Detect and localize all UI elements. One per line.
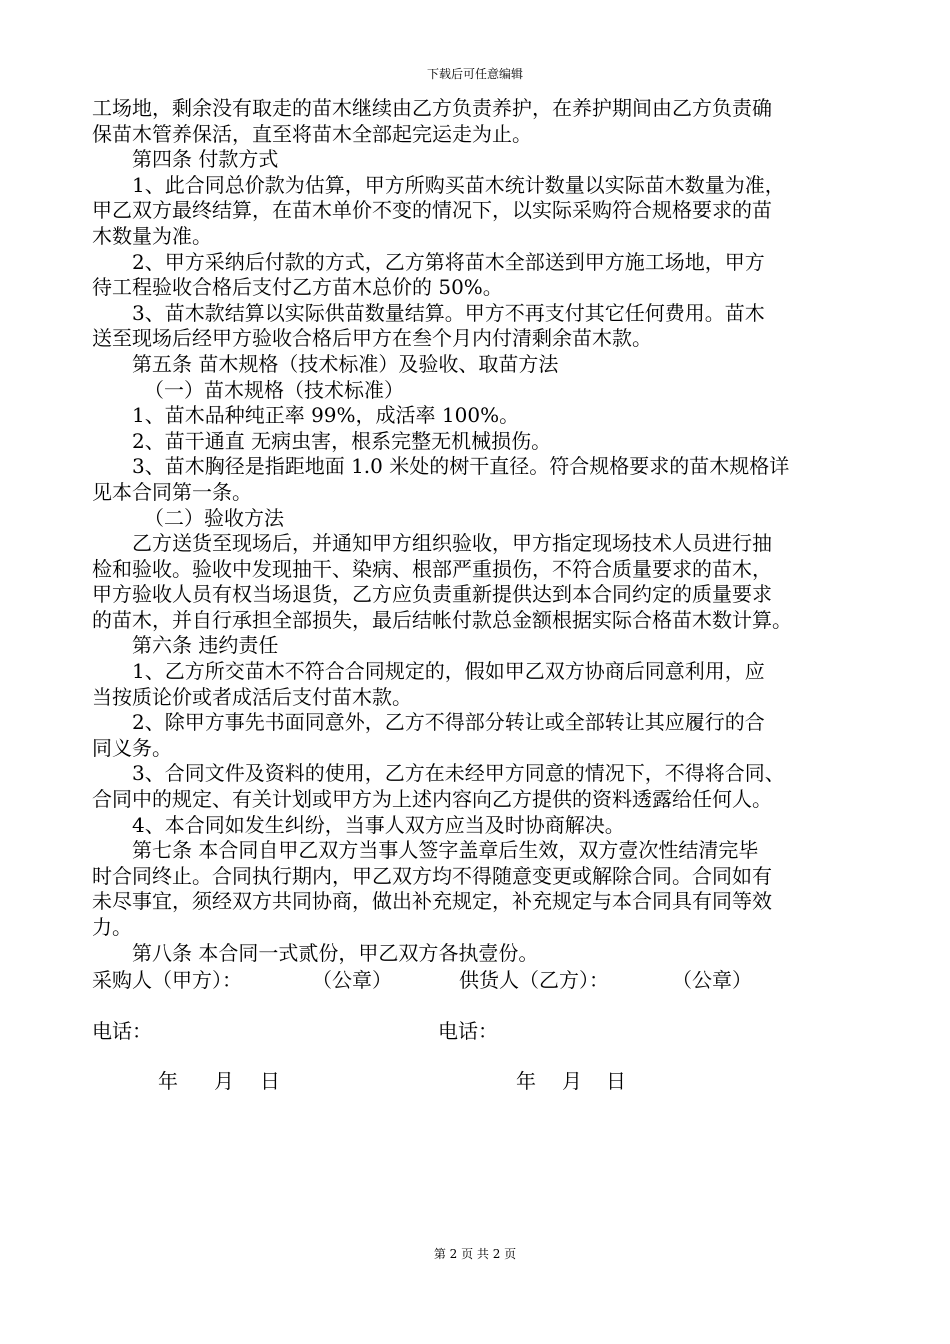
text-line: 保苗木管养保活，直至将苗木全部起完运走为止。: [92, 121, 532, 146]
text-line: 4、本合同如发生纠纷，当事人双方应当及时协商解决。: [132, 812, 625, 837]
text-line: 2、除甲方事先书面同意外，乙方不得部分转让或全部转让其应履行的合: [132, 710, 765, 735]
article-heading: 第六条 违约责任: [132, 633, 279, 658]
contract-body: [92, 96, 862, 966]
text-line: 木数量为准。: [92, 223, 212, 248]
buyer-seal: （公章）: [312, 968, 392, 992]
text-line: 当按质论价或者成活后支付苗木款。: [92, 684, 412, 709]
text-line: 1、苗木品种纯正率 99%，成活率 100%。: [132, 403, 520, 428]
article-heading: 第七条 本合同自甲乙双方当事人签字盖章后生效，双方壹次性结清完毕: [132, 838, 759, 863]
buyer-label: 采购人（甲方）：: [92, 968, 242, 992]
text-line: 力。: [92, 915, 132, 939]
supplier-date-day: 日: [606, 1069, 626, 1093]
text-line: 1、乙方所交苗木不符合合同规定的，假如甲乙双方协商后同意利用，应: [132, 659, 765, 684]
text-line: 同义务。: [92, 735, 172, 760]
text-line: 3、合同文件及资料的使用，乙方在未经甲方同意的情况下，不得将合同、: [132, 761, 785, 786]
page-header: 下载后可任意编辑: [426, 67, 523, 81]
text-line: 2、苗干通直 无病虫害，根系完整无机械损伤。: [132, 428, 552, 453]
buyer-phone-label: 电话：: [92, 1019, 152, 1043]
supplier-label: 供货人（乙方）：: [459, 968, 609, 992]
text-line: 甲乙双方最终结算，在苗木单价不变的情况下，以实际采购符合规格要求的苗: [92, 198, 772, 223]
text-line: 检和验收。验收中发现抽干、染病、根部严重损伤，不符合质量要求的苗木，: [92, 556, 772, 581]
text-line: 时合同终止。合同执行期内，甲乙双方均不得随意变更或解除合同。合同如有: [92, 863, 772, 888]
buyer-date-year: 年: [158, 1069, 178, 1093]
text-line: 的苗木，并自行承担全部损失，最后结帐付款总金额根据实际合格苗木数计算。: [92, 607, 792, 632]
section-heading: （二）验收方法: [144, 505, 284, 530]
supplier-date-month: 月: [562, 1069, 582, 1093]
text-line: 2、甲方采纳后付款的方式，乙方第将苗木全部送到甲方施工场地，甲方: [132, 249, 765, 274]
supplier-seal: （公章）: [672, 968, 752, 992]
text-line: 未尽事宜，须经双方共同协商，做出补充规定，补充规定与本合同具有同等效: [92, 889, 772, 914]
text-line: 待工程验收合格后支付乙方苗木总价的 50%。: [92, 275, 503, 300]
buyer-date-day: 日: [260, 1069, 280, 1093]
text-line: 合同中的规定、有关计划或甲方为上述内容向乙方提供的资料透露给任何人。: [92, 787, 772, 812]
page-footer: 第 2 页 共 2 页: [433, 1247, 517, 1261]
text-line: 3、苗木胸径是指距地面 1.0 米处的树干直径。符合规格要求的苗木规格详: [132, 454, 790, 479]
supplier-date-year: 年: [516, 1069, 536, 1093]
section-heading: （一）苗木规格（技术标准）: [144, 377, 404, 402]
text-line: 工场地，剩余没有取走的苗木继续由乙方负责养护，在养护期间由乙方负责确: [92, 96, 772, 120]
text-line: 见本合同第一条。: [92, 479, 252, 504]
article-heading: 第四条 付款方式: [132, 147, 279, 172]
article-heading: 第八条 本合同一式贰份，甲乙双方各执壹份。: [132, 940, 539, 965]
text-line: 甲方验收人员有权当场退货，乙方应负责重新提供达到本合同约定的质量要求: [92, 582, 772, 607]
supplier-phone-label: 电话：: [438, 1019, 498, 1043]
text-line: 1、此合同总价款为估算，甲方所购买苗木统计数量以实际苗木数量为准，: [132, 172, 785, 197]
buyer-date-month: 月: [214, 1069, 234, 1093]
text-line: 送至现场后经甲方验收合格后甲方在叁个月内付清剩余苗木款。: [92, 326, 652, 351]
article-heading: 第五条 苗木规格（技术标准）及验收、取苗方法: [132, 351, 559, 376]
text-line: 乙方送货至现场后，并通知甲方组织验收，甲方指定现场技术人员进行抽: [132, 531, 772, 556]
text-line: 3、苗木款结算以实际供苗数量结算。甲方不再支付其它任何费用。苗木: [132, 300, 765, 325]
